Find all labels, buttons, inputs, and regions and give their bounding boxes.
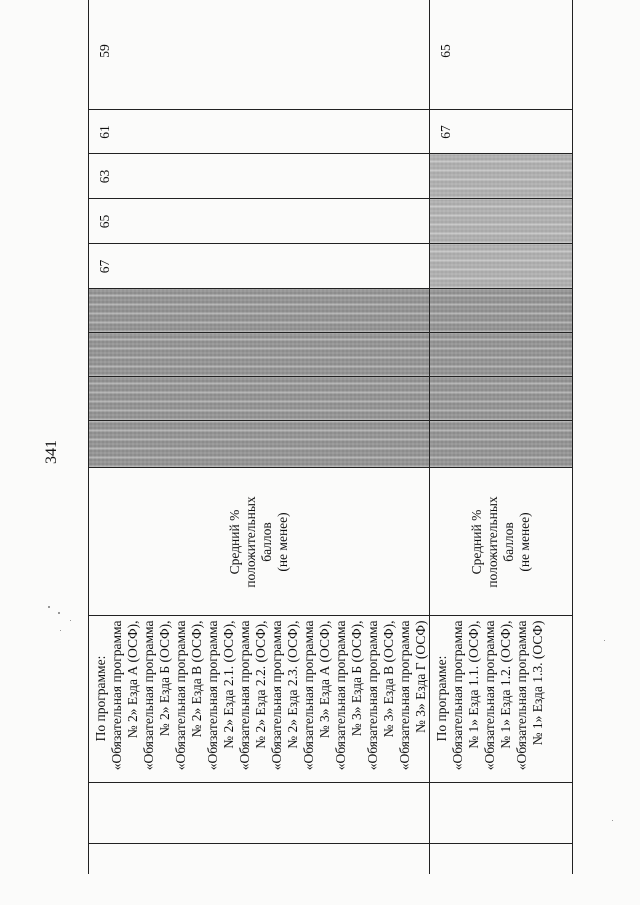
shaded-cell bbox=[430, 244, 573, 289]
table-cell-blank bbox=[430, 783, 573, 844]
program-line: № 2» Езда А (ОСФ), bbox=[125, 620, 140, 739]
program-line: «Обязательная программа bbox=[333, 620, 348, 771]
metric-line: положительных bbox=[485, 496, 500, 588]
metric-line: положительных bbox=[243, 496, 258, 588]
program-line: «Обязательная программа bbox=[205, 620, 220, 771]
program-line: «Обязательная программа bbox=[514, 620, 529, 771]
metric-line: Средний % bbox=[227, 509, 242, 575]
program-line: «Обязательная программа bbox=[397, 620, 412, 771]
value-cell: 65 bbox=[430, 0, 573, 110]
shaded-cell bbox=[430, 289, 573, 333]
shaded-cell bbox=[430, 421, 573, 468]
score-table-container bbox=[88, 32, 558, 874]
program-line: № 3» Езда Г (ОСФ) bbox=[413, 620, 428, 733]
program-line: № 1» Езда 1.1. (ОСФ), bbox=[466, 620, 481, 749]
value-cell: 63 bbox=[89, 154, 430, 199]
value-cell: 61 bbox=[89, 110, 430, 154]
scan-speck bbox=[48, 606, 50, 608]
shaded-cell bbox=[430, 377, 573, 421]
program-line: «Обязательная программа bbox=[365, 620, 380, 771]
shaded-cell bbox=[89, 333, 430, 377]
scan-speck bbox=[604, 640, 605, 641]
program-line: № 3» Езда А (ОСФ), bbox=[317, 620, 332, 739]
program-cell bbox=[89, 616, 430, 783]
metric-line: (не менее) bbox=[275, 512, 290, 572]
scan-speck bbox=[70, 620, 71, 621]
scan-speck bbox=[58, 612, 60, 614]
metric-cell bbox=[89, 468, 430, 616]
program-line: № 2» Езда 2.3. (ОСФ), bbox=[285, 620, 300, 749]
value-cell: 67 bbox=[430, 110, 573, 154]
metric-line: баллов bbox=[259, 522, 274, 562]
program-line: По программе: bbox=[93, 655, 108, 742]
page-number: 341 bbox=[43, 440, 60, 464]
program-line: «Обязательная программа bbox=[301, 620, 316, 771]
value-cell: 59 bbox=[89, 0, 430, 110]
program-line: По программе: bbox=[434, 655, 449, 742]
program-line: «Обязательная программа bbox=[450, 620, 465, 771]
program-line: «Обязательная программа bbox=[482, 620, 497, 771]
program-line: № 2» Езда 2.2. (ОСФ), bbox=[253, 620, 268, 749]
program-line: «Обязательная программа bbox=[237, 620, 252, 771]
table-cell-blank bbox=[430, 844, 573, 874]
program-line: «Обязательная программа bbox=[173, 620, 188, 771]
shaded-cell bbox=[89, 377, 430, 421]
table-row bbox=[430, 0, 573, 874]
scan-speck bbox=[60, 630, 61, 631]
program-line: № 3» Езда Б (ОСФ), bbox=[349, 620, 364, 737]
program-cell bbox=[430, 616, 573, 783]
program-line: № 2» Езда Б (ОСФ), bbox=[157, 620, 172, 737]
value-cell: 65 bbox=[89, 199, 430, 244]
table-cell-blank bbox=[89, 844, 430, 874]
shaded-cell bbox=[430, 154, 573, 199]
shaded-cell bbox=[430, 199, 573, 244]
program-line: № 2» Езда В (ОСФ), bbox=[189, 620, 204, 738]
program-line: № 3» Езда В (ОСФ), bbox=[381, 620, 396, 738]
program-line: № 2» Езда 2.1. (ОСФ), bbox=[221, 620, 236, 749]
shaded-cell bbox=[89, 289, 430, 333]
shaded-cell bbox=[430, 333, 573, 377]
program-line: «Обязательная программа bbox=[141, 620, 156, 771]
program-line: «Обязательная программа bbox=[269, 620, 284, 771]
program-line: № 1» Езда 1.2. (ОСФ), bbox=[498, 620, 513, 749]
program-line: № 1» Езда 1.3. (ОСФ) bbox=[530, 620, 545, 746]
score-table bbox=[88, 0, 573, 874]
scan-speck bbox=[612, 820, 613, 821]
metric-line: Средний % bbox=[469, 509, 484, 575]
table-row bbox=[89, 0, 430, 874]
metric-line: баллов bbox=[501, 522, 516, 562]
shaded-cell bbox=[89, 421, 430, 468]
metric-line: (не менее) bbox=[517, 512, 532, 572]
table-cell-blank bbox=[89, 783, 430, 844]
value-cell: 67 bbox=[89, 244, 430, 289]
program-line: «Обязательная программа bbox=[109, 620, 124, 771]
metric-cell bbox=[430, 468, 573, 616]
